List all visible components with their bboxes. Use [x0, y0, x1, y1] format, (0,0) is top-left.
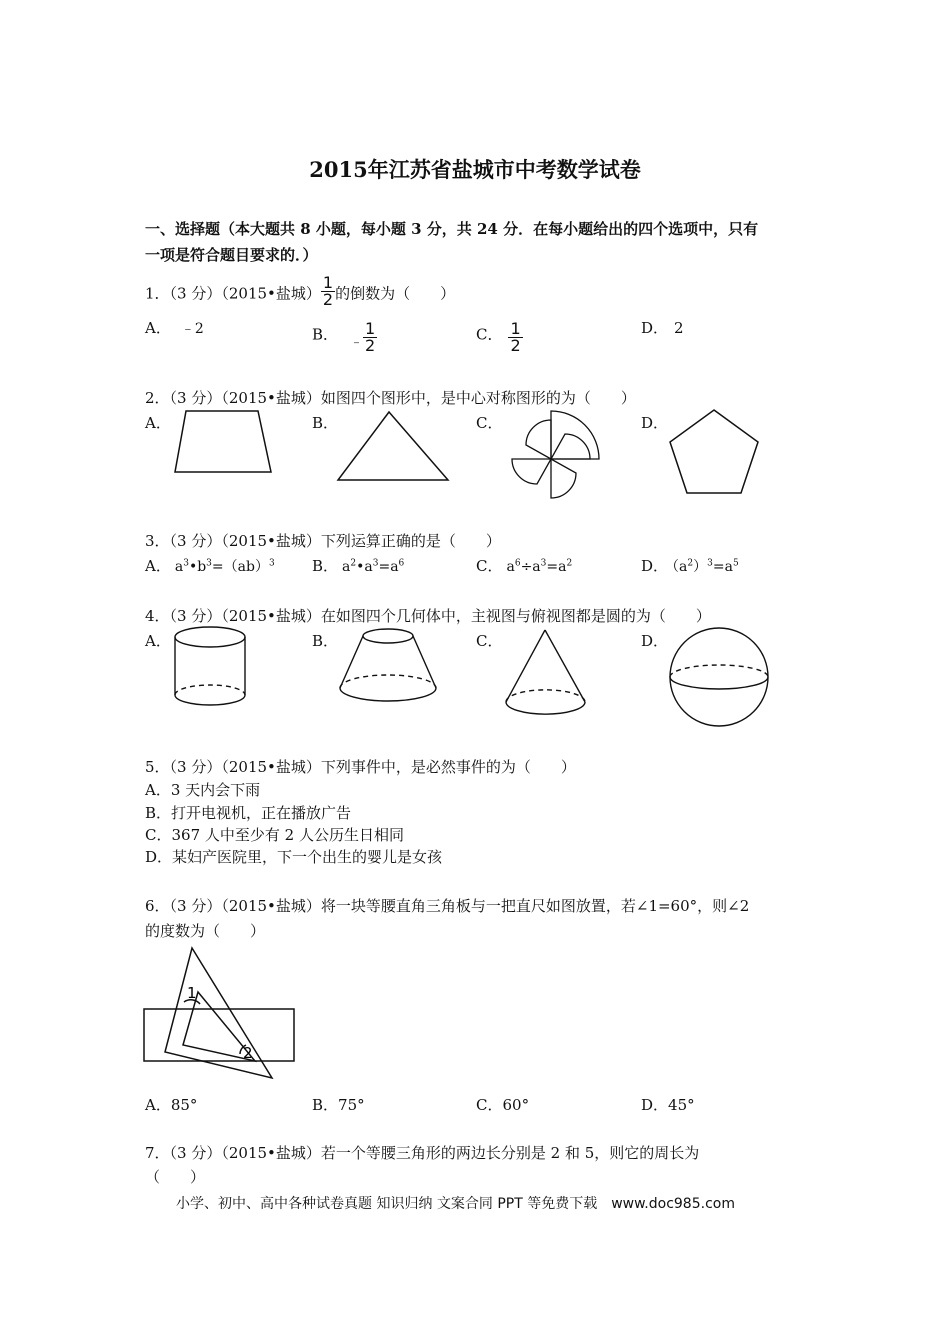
q5-stem: 5．（3 分）（2015•盐城）下列事件中，是必然事件的为（ ） [145, 758, 576, 776]
q6-stem-line2: 的度数为（ ） [145, 922, 266, 940]
q5-option-c: C．367 人中至少有 2 人公历生日相同 [145, 826, 404, 844]
q1-frac-den: 2 [322, 290, 334, 309]
q3-option-b: B． $a^2•a^3=a^6$ [312, 557, 405, 575]
q4-label-b: B． [312, 632, 339, 650]
q4-stem: 4．（3 分）（2015•盐城）在如图四个几何体中，主视图与俯视图都是圆的为（ ） [145, 607, 711, 625]
q1-option-c: C． $\frac{1}{2}$ [476, 319, 521, 355]
q6-option-b: B．75° [312, 1096, 365, 1114]
q2-label-b: B． [312, 414, 339, 432]
pinwheel-figure [498, 406, 608, 514]
q6-option-c: C．60° [476, 1096, 530, 1114]
q1-suffix: 的倒数为（ ） [335, 284, 456, 303]
q1-stem [145, 273, 456, 309]
q2-label-a: A． [145, 414, 171, 432]
q6-stem-line1: 6．（3 分）（2015•盐城）将一块等腰直角三角板与一把直尺如图放置，若∠1=60°，则∠2 [145, 897, 750, 915]
page-footer: 小学、初中、高中各种试卷真题 知识归纳 文案合同 PPT 等免费下载 www.doc985.com [176, 1196, 735, 1212]
q3-stem: 3．（3 分）（2015•盐城）下列运算正确的是（ ） [145, 532, 501, 550]
pentagon-figure [668, 408, 764, 498]
q4-label-c: C． [476, 632, 503, 650]
q6-option-a: A．85° [145, 1096, 198, 1114]
q1-option-b: B． ﹣ $\frac{1}{2}$ [312, 319, 376, 355]
q2-label-d: D． [641, 414, 669, 432]
q1-fraction [321, 275, 335, 308]
cylinder-figure [172, 624, 252, 710]
q3-option-c: C． $a^6\div a^3=a^2$ [476, 557, 573, 575]
q3-option-a: A． $a^3•b^3=(ab)^3$ [145, 557, 275, 575]
triangle-ruler-figure [140, 944, 300, 1084]
angle-1-label: 1 [187, 984, 197, 1002]
q1-prefix: 1．（3 分）（2015•盐城） [145, 284, 321, 303]
q7-stem-line1: 7．（3 分）（2015•盐城）若一个等腰三角形的两边长分别是 2 和 5，则它的周长为 [145, 1144, 700, 1162]
q5-option-b: B．打开电视机，正在播放广告 [145, 804, 352, 822]
q4-label-d: D． [641, 632, 669, 650]
q7-stem-line2: （ ） [145, 1168, 206, 1186]
q5-option-d: D．某妇产医院里，下一个出生的婴儿是女孩 [145, 848, 443, 866]
angle-2-label: 2 [243, 1044, 253, 1062]
section-heading-line2: 一项是符合题目要求的．） [145, 246, 318, 264]
trapezoid-figure [170, 408, 280, 478]
q1-option-a: A． ﹣2 [145, 319, 204, 337]
q1-frac-num: 1 [322, 273, 334, 292]
outer-triangle [165, 948, 272, 1078]
q4-label-a: A． [145, 632, 171, 650]
frustum-figure [335, 626, 445, 708]
triangle-figure [335, 408, 455, 482]
sphere-figure [668, 628, 778, 728]
q2-label-c: C． [476, 414, 503, 432]
page-title: 2015年江苏省盐城市中考数学试卷 [309, 157, 641, 182]
q3-option-d: D． $(a^2)^3=a^5$ [641, 557, 739, 575]
q2-stem: 2．（3 分）（2015•盐城）如图四个图形中，是中心对称图形的为（ ） [145, 389, 636, 407]
cone-figure [500, 626, 594, 720]
q1-option-d: D． 2 [641, 319, 684, 337]
q6-option-d: D．45° [641, 1096, 695, 1114]
section-heading-line1: 一、选择题（本大题共 8 小题，每小题 3 分，共 24 分．在每小题给出的四个选项中，只有 [145, 220, 759, 238]
q5-option-a: A．3 天内会下雨 [145, 781, 261, 799]
